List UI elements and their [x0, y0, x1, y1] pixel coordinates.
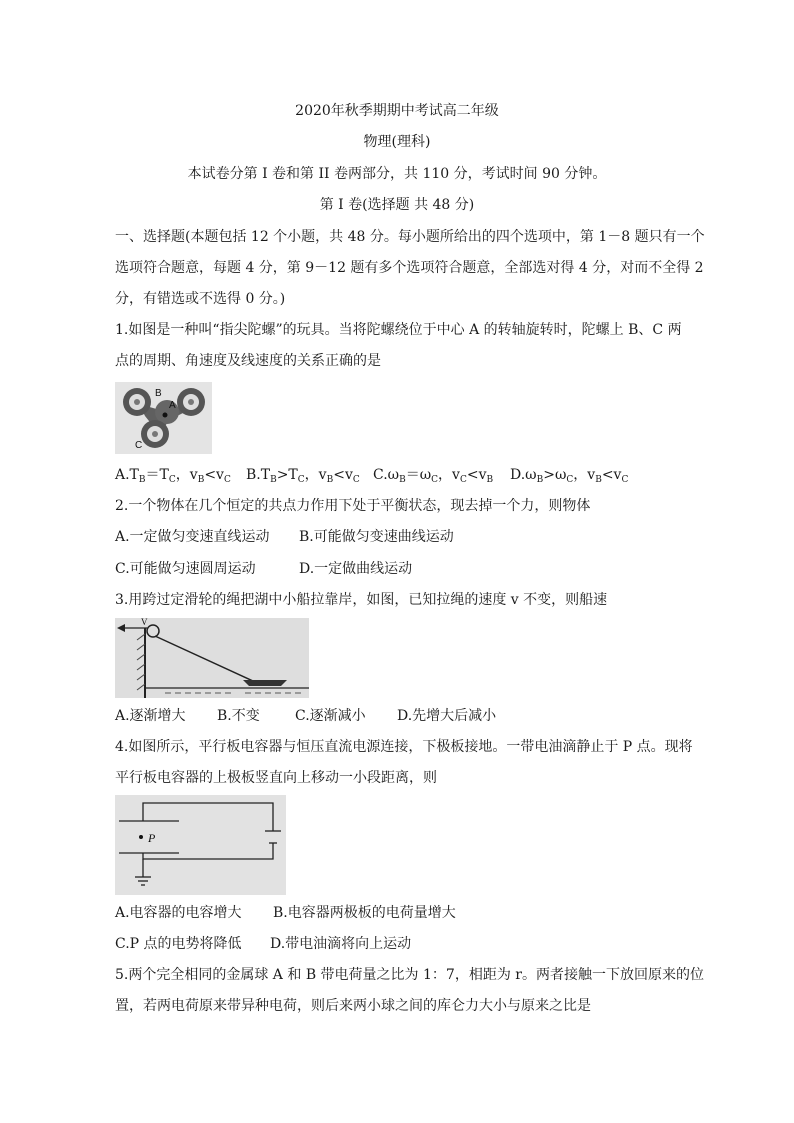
- q2-option-a: A.一定做匀变速直线运动: [115, 529, 270, 545]
- exam-title: 2020年秋季期期中考试高二年级: [295, 103, 499, 119]
- q4-stem-line-2: 平行板电容器的上极板竖直向上移动一小段距离，则: [115, 770, 437, 786]
- q3-stem: 3.用跨过定滑轮的绳把湖中小船拉靠岸，如图，已知拉绳的速度 v 不变，则船速: [115, 592, 608, 608]
- q1-option-b: $B.T_B>T_C$，$v_B<v_C$: [246, 467, 360, 485]
- q3-option-d: D.先增大后减小: [397, 708, 497, 724]
- fig1-label-c: C: [135, 440, 143, 451]
- q3-option-b: B.不变: [217, 708, 260, 724]
- q4-option-a: A.电容器的电容增大: [115, 905, 242, 921]
- fidget-spinner-figure: [115, 382, 212, 454]
- q1-stem-line-2: 点的周期、角速度及线速度的关系正确的是: [115, 353, 381, 369]
- q3-option-c: C.逐渐减小: [295, 708, 366, 724]
- q5-stem-line-2: 置，若两电荷原来带异种电荷，则后来两小球之间的库仑力大小与原来之比是: [115, 998, 591, 1014]
- exam-subject: 物理(理科): [363, 134, 431, 150]
- q2-option-b: B.可能做匀变速曲线运动: [299, 529, 454, 545]
- q1-stem-line-1: 1.如图是一种叫“指尖陀螺”的玩具。当将陀螺绕位于中心 A 的转轴旋转时，陀螺上 B、C 两: [115, 322, 682, 338]
- fig1-label-b: B: [155, 388, 162, 399]
- pulley-boat-figure: [115, 618, 309, 698]
- exam-intro: 本试卷分第 I 卷和第 II 卷两部分，共 110 分，考试时间 90 分钟。: [187, 166, 607, 182]
- part1-title: 第 I 卷(选择题 共 48 分): [319, 197, 475, 213]
- q1-option-d: $D.\omega_B>\omega_C$，$v_B<v_C$: [510, 467, 629, 485]
- q1-option-c: $C.\omega_B=\omega_C$，$v_C<v_B$: [373, 467, 494, 485]
- q5-stem-line-1: 5.两个完全相同的金属球 A 和 B 带电荷量之比为 1：7，相距为 r。两者接触一下放回原来的位: [115, 967, 704, 983]
- q4-option-c: C.P 点的电势将降低: [115, 936, 242, 952]
- fig3-label-v: V: [141, 618, 148, 627]
- q4-stem-line-1: 4.如图所示，平行板电容器与恒压直流电源连接，下极板接地。一带电油滴静止于 P 点。现将: [115, 739, 693, 755]
- section1-line-1: 一、选择题(本题包括 12 个小题，共 48 分。每小题所给出的四个选项中，第 1－8 题只有一个: [115, 229, 705, 245]
- q4-option-b: B.电容器两极板的电荷量增大: [273, 905, 456, 921]
- q2-option-c: C.可能做匀速圆周运动: [115, 561, 256, 577]
- section1-line-2: 选项符合题意，每题 4 分，第 9－12 题有多个选项符合题意，全部选对得 4 分，对而不全得 2: [115, 260, 704, 276]
- fig1-label-a: A: [169, 400, 176, 411]
- capacitor-circuit-figure: [115, 795, 286, 895]
- q1-option-a: $A.T_B=T_C$，$v_B<v_C$: [115, 467, 231, 485]
- fig4-label-p: P: [148, 831, 156, 845]
- q3-option-a: A.逐渐增大: [115, 708, 186, 724]
- q4-option-d: D.带电油滴将向上运动: [270, 936, 412, 952]
- q2-option-d: D.一定做曲线运动: [299, 561, 413, 577]
- q2-stem: 2.一个物体在几个恒定的共点力作用下处于平衡状态，现去掉一个力，则物体: [115, 498, 591, 514]
- section1-line-3: 分，有错选或不选得 0 分。): [115, 291, 286, 307]
